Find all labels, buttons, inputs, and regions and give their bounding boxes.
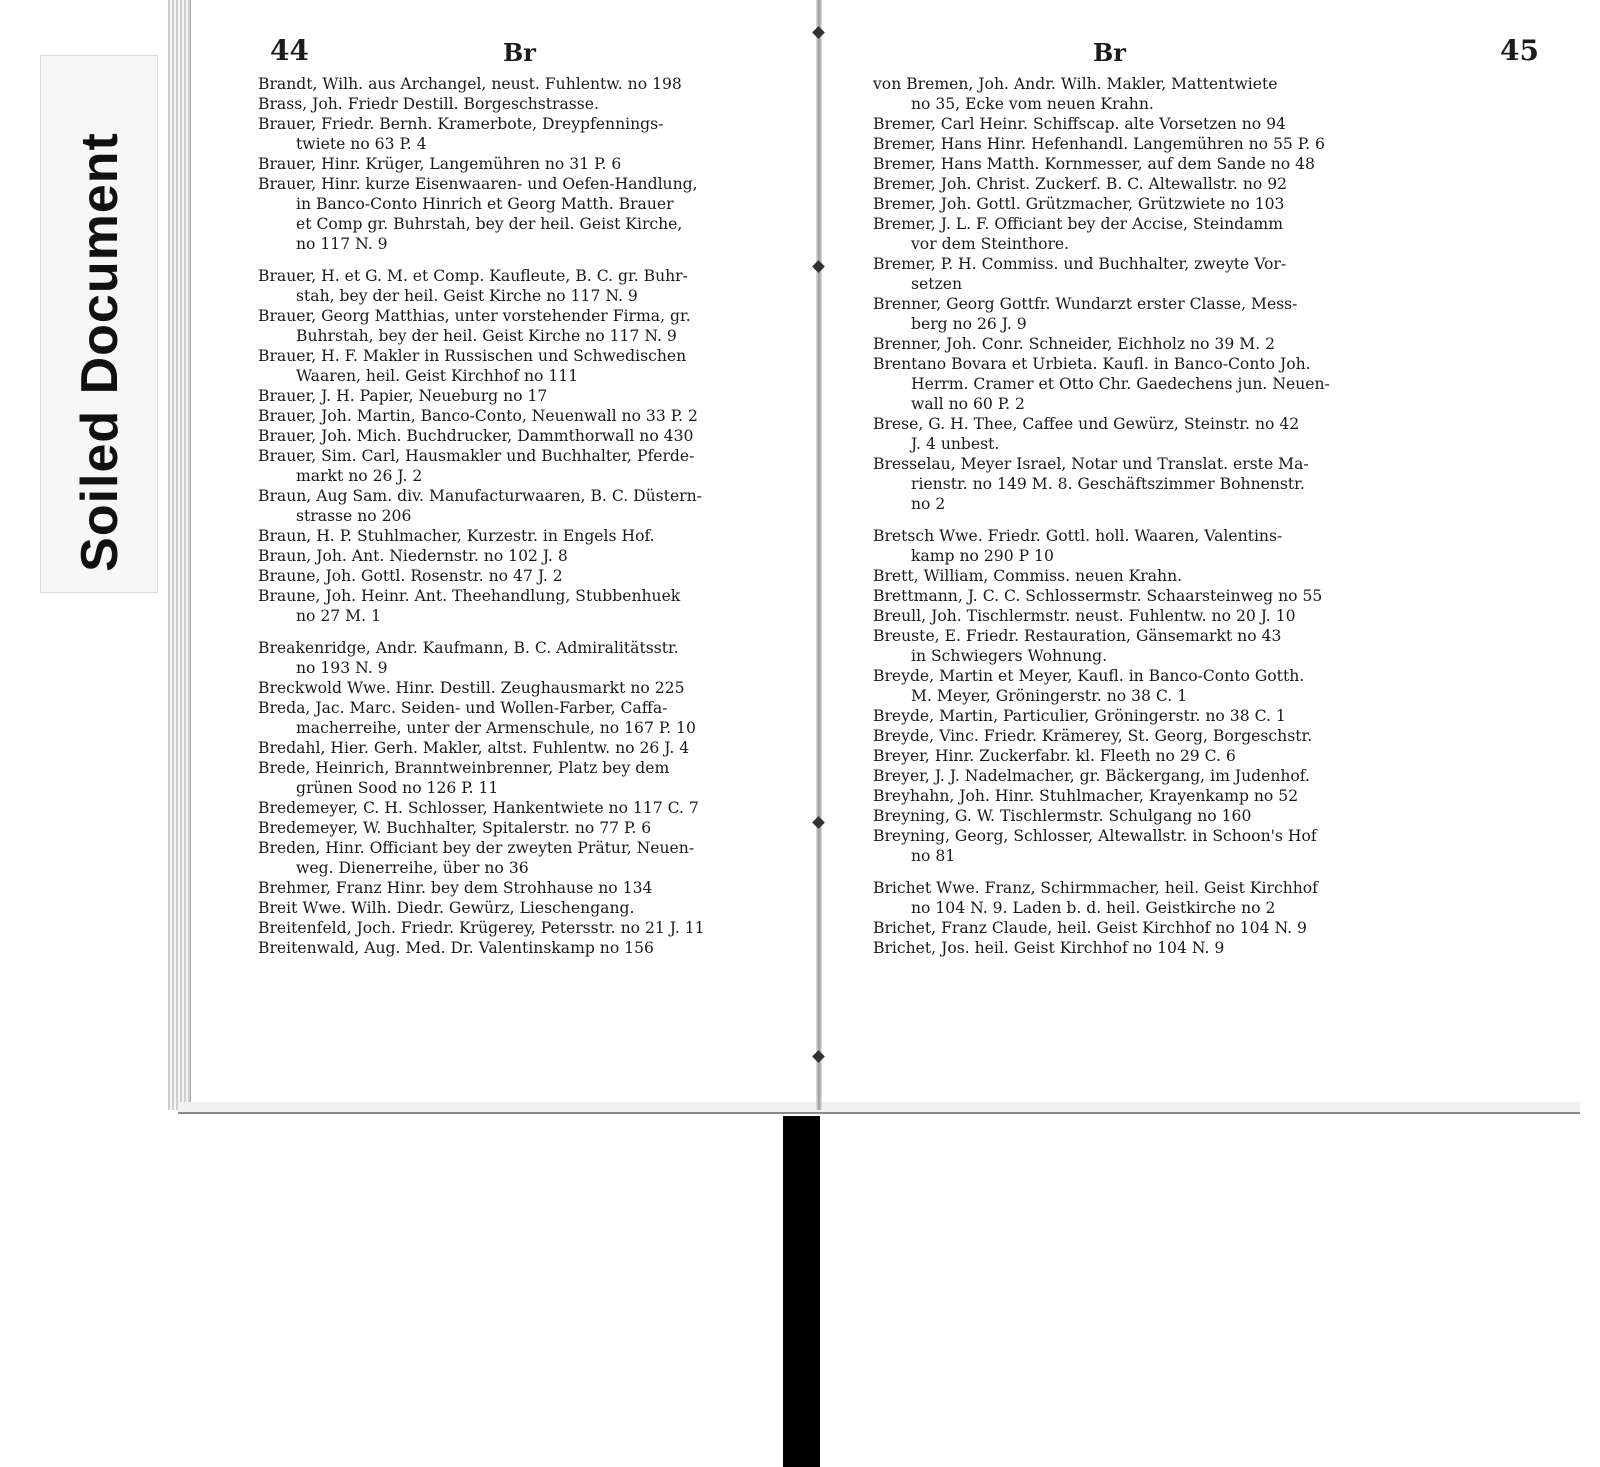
entry-continuation: weg. Dienerreihe, über no 36 [296,859,529,877]
entry-continuation: wall no 60 P. 2 [911,395,1025,413]
entry-continuation: et Comp gr. Buhrstah, bey der heil. Geist Kirche, [296,215,683,233]
directory-entry [873,526,1568,566]
entry-line: Brett, William, Commiss. neuen Krahn. [873,567,1183,585]
binding-mark [812,26,825,39]
entry-line: Brauer, Joh. Mich. Buchdrucker, Dammthorwall no 430 [258,427,694,445]
entry-line: Brede, Heinrich, Branntweinbrenner, Platz bey dem [258,759,670,777]
book-bottom-edge [178,1102,1580,1114]
entry-line: Breit Wwe. Wilh. Diedr. Gewürz, Lieschengang. [258,899,635,917]
entry-continuation: twiete no 63 P. 4 [296,135,427,153]
entry-continuation: no 193 N. 9 [296,659,388,677]
running-head: Br [503,38,536,67]
entry-line: Brauer, H. F. Makler in Russischen und Schwedischen [258,347,687,365]
directory-entry [258,698,793,738]
entry-line: Brandt, Wilh. aus Archangel, neust. Fuhlentw. no 198 [258,75,682,93]
entry-line: Brauer, Hinr. Krüger, Langemühren no 31 P. 6 [258,155,622,173]
directory-entry [258,266,793,306]
entry-line: Breyde, Vinc. Friedr. Krämerey, St. Georg, Borgeschstr. [873,727,1313,745]
entry-line: Brenner, Georg Gottfr. Wundarzt erster Classe, Mess- [873,295,1298,313]
directory-entry [873,746,1568,766]
entry-continuation: vor dem Steinthore. [911,235,1070,253]
directory-entry [873,214,1568,254]
entry-line: Brichet Wwe. Franz, Schirmmacher, heil. Geist Kirchhof [873,879,1318,897]
directory-entry [873,586,1568,606]
entry-line: Breuste, E. Friedr. Restauration, Gänsemarkt no 43 [873,627,1282,645]
directory-entry [873,134,1568,154]
entry-line: Breitenwald, Aug. Med. Dr. Valentinskamp no 156 [258,939,654,957]
entry-continuation: no 2 [911,495,946,513]
entry-line: Braun, H. P. Stuhlmacher, Kurzestr. in Engels Hof. [258,527,655,545]
directory-entry [873,878,1568,918]
entry-line: Bredemeyer, C. H. Schlosser, Hankentwiete no 117 C. 7 [258,799,699,817]
entry-line: Brentano Bovara et Urbieta. Kaufl. in Banco-Conto Joh. [873,355,1311,373]
soiled-document-stamp [40,55,158,593]
entry-line: von Bremen, Joh. Andr. Wilh. Makler, Mattentwiete [873,75,1278,93]
directory-entry [258,678,793,698]
directory-entry [258,346,793,386]
directory-entry [258,446,793,486]
entry-line: Brauer, Sim. Carl, Hausmakler und Buchhalter, Pferde- [258,447,695,465]
entry-continuation: J. 4 unbest. [911,435,1000,453]
entry-continuation: markt no 26 J. 2 [296,467,423,485]
entry-line: Breyer, J. J. Nadelmacher, gr. Bäckergang, im Judenhof. [873,767,1310,785]
directory-entry [873,174,1568,194]
directory-entry [873,706,1568,726]
entry-line: Breakenridge, Andr. Kaufmann, B. C. Admiralitätsstr. [258,639,679,657]
directory-entry [873,154,1568,174]
directory-entry [258,586,793,626]
entry-line: Breyer, Hinr. Zuckerfabr. kl. Fleeth no 29 C. 6 [873,747,1236,765]
directory-entry [258,898,793,918]
directory-entry [258,758,793,798]
directory-entry [258,918,793,938]
entry-line: Breull, Joh. Tischlermstr. neust. Fuhlentw. no 20 J. 10 [873,607,1296,625]
entry-line: Breyde, Martin et Meyer, Kaufl. in Banco-Conto Gotth. [873,667,1305,685]
entry-line: Braun, Aug Sam. div. Manufacturwaaren, B. C. Düstern- [258,487,702,505]
entry-line: Bremer, Hans Matth. Kornmesser, auf dem Sande no 48 [873,155,1315,173]
entry-continuation: Buhrstah, bey der heil. Geist Kirche no 117 N. 9 [296,327,677,345]
entry-line: Breyning, G. W. Tischlermstr. Schulgang no 160 [873,807,1252,825]
directory-entry [873,254,1568,294]
entry-line: Brichet, Franz Claude, heil. Geist Kirchhof no 104 N. 9 [873,919,1307,937]
directory-entry [258,798,793,818]
page-number: 45 [1500,34,1539,67]
directory-entry [873,626,1568,666]
entry-line: Bredahl, Hier. Gerh. Makler, altst. Fuhlentw. no 26 J. 4 [258,739,690,757]
directory-entry [873,414,1568,454]
entry-continuation: grünen Sood no 126 P. 11 [296,779,499,797]
directory-entry [258,114,793,154]
scanner-strip [783,1116,820,1467]
entry-line: Breyde, Martin, Particulier, Gröningerstr. no 38 C. 1 [873,707,1286,725]
directory-entry [258,174,793,254]
directory-entry [873,786,1568,806]
directory-entry [873,334,1568,354]
directory-entry [873,606,1568,626]
entry-line: Bretsch Wwe. Friedr. Gottl. holl. Waaren, Valentins- [873,527,1283,545]
binding-mark [812,1050,825,1063]
entry-continuation: Waaren, heil. Geist Kirchhof no 111 [296,367,579,385]
directory-entries [873,74,1568,958]
page-edges [168,0,191,1110]
directory-entry [258,94,793,114]
directory-entry [258,306,793,346]
directory-entry [258,546,793,566]
entry-line: Brenner, Joh. Conr. Schneider, Eichholz no 39 M. 2 [873,335,1276,353]
entry-line: Breckwold Wwe. Hinr. Destill. Zeughausmarkt no 225 [258,679,685,697]
entry-line: Bremer, J. L. F. Officiant bey der Accise, Steindamm [873,215,1283,233]
entry-continuation: no 35, Ecke vom neuen Krahn. [911,95,1154,113]
entry-line: Brauer, J. H. Papier, Neueburg no 17 [258,387,548,405]
entry-continuation: rienstr. no 149 M. 8. Geschäftszimmer Bohnenstr. [911,475,1305,493]
directory-entry [873,354,1568,414]
entry-continuation: no 104 N. 9. Laden b. d. heil. Geistkirche no 2 [911,899,1276,917]
directory-entry [873,114,1568,134]
directory-entry [873,726,1568,746]
entry-line: Brauer, Joh. Martin, Banco-Conto, Neuenwall no 33 P. 2 [258,407,698,425]
entry-line: Brese, G. H. Thee, Caffee und Gewürz, Steinstr. no 42 [873,415,1300,433]
directory-entry [258,566,793,586]
entry-continuation: in Schwiegers Wohnung. [911,647,1108,665]
entry-continuation: no 27 M. 1 [296,607,381,625]
directory-entry [873,938,1568,958]
directory-entries [258,74,793,958]
entry-line: Breyhahn, Joh. Hinr. Stuhlmacher, Krayenkamp no 52 [873,787,1299,805]
entry-line: Bremer, P. H. Commiss. und Buchhalter, zweyte Vor- [873,255,1287,273]
entry-continuation: Herrm. Cramer et Otto Chr. Gaedechens jun. Neuen- [911,375,1330,393]
entry-continuation: stah, bey der heil. Geist Kirche no 117 N. 9 [296,287,638,305]
directory-entry [258,938,793,958]
entry-continuation: no 81 [911,847,956,865]
entry-line: Breda, Jac. Marc. Seiden- und Wollen-Farber, Caffa- [258,699,668,717]
directory-entry [258,406,793,426]
open-book [168,0,1580,1112]
directory-entry [258,426,793,446]
directory-entry [258,74,793,94]
entry-line: Breden, Hinr. Officiant bey der zweyten Prätur, Neuen- [258,839,695,857]
entry-line: Braune, Joh. Gottl. Rosenstr. no 47 J. 2 [258,567,563,585]
entry-line: Braune, Joh. Heinr. Ant. Theehandlung, Stubbenhuek [258,587,681,605]
entry-line: Bremer, Joh. Christ. Zuckerf. B. C. Altewallstr. no 92 [873,175,1288,193]
right-page [873,0,1578,1100]
directory-entry [873,766,1568,786]
directory-entry [258,738,793,758]
entry-line: Bredemeyer, W. Buchhalter, Spitalerstr. no 77 P. 6 [258,819,652,837]
directory-entry [258,878,793,898]
directory-entry [258,526,793,546]
entry-continuation: no 117 N. 9 [296,235,388,253]
entry-line: Brauer, Friedr. Bernh. Kramerbote, Dreypfennings- [258,115,664,133]
running-head: Br [1093,38,1126,67]
directory-entry [873,454,1568,514]
directory-entry [258,638,793,678]
entry-line: Bremer, Joh. Gottl. Grützmacher, Grützwiete no 103 [873,195,1285,213]
directory-entry [258,386,793,406]
entry-line: Braun, Joh. Ant. Niedernstr. no 102 J. 8 [258,547,568,565]
entry-line: Bremer, Carl Heinr. Schiffscap. alte Vorsetzen no 94 [873,115,1286,133]
directory-entry [873,826,1568,866]
directory-entry [873,74,1568,114]
directory-entry [873,666,1568,706]
binding-mark [812,816,825,829]
book-gutter [816,0,822,1110]
entry-continuation: M. Meyer, Gröningerstr. no 38 C. 1 [911,687,1188,705]
page-number: 44 [270,34,309,67]
directory-entry [258,154,793,174]
entry-continuation: berg no 26 J. 9 [911,315,1027,333]
entry-line: Breitenfeld, Joch. Friedr. Krügerey, Petersstr. no 21 J. 11 [258,919,705,937]
directory-entry [873,806,1568,826]
entry-continuation: setzen [911,275,962,293]
entry-line: Brehmer, Franz Hinr. bey dem Strohhause no 134 [258,879,653,897]
entry-continuation: in Banco-Conto Hinrich et Georg Matth. Brauer [296,195,674,213]
entry-continuation: strasse no 206 [296,507,412,525]
entry-line: Brauer, Georg Matthias, unter vorstehender Firma, gr. [258,307,691,325]
directory-entry [873,194,1568,214]
entry-continuation: macherreihe, unter der Armenschule, no 167 P. 10 [296,719,696,737]
directory-entry [258,486,793,526]
entry-line: Breyning, Georg, Schlosser, Altewallstr. in Schoon's Hof [873,827,1317,845]
left-page [258,0,783,1100]
binding-mark [812,260,825,273]
directory-entry [258,818,793,838]
directory-entry [873,294,1568,334]
directory-entry [873,918,1568,938]
entry-line: Brauer, H. et G. M. et Comp. Kaufleute, B. C. gr. Buhr- [258,267,688,285]
entry-line: Bresselau, Meyer Israel, Notar und Translat. erste Ma- [873,455,1309,473]
directory-entry [258,838,793,878]
entry-line: Brauer, Hinr. kurze Eisenwaaren- und Oefen-Handlung, [258,175,698,193]
entry-line: Brichet, Jos. heil. Geist Kirchhof no 104 N. 9 [873,939,1225,957]
entry-line: Brettmann, J. C. C. Schlossermstr. Schaarsteinweg no 55 [873,587,1323,605]
directory-entry [873,566,1568,586]
entry-continuation: kamp no 290 P 10 [911,547,1054,565]
entry-line: Brass, Joh. Friedr Destill. Borgeschstrasse. [258,95,599,113]
entry-line: Bremer, Hans Hinr. Hefenhandl. Langemühren no 55 P. 6 [873,135,1325,153]
stamp-label: Soiled Document [71,132,129,572]
